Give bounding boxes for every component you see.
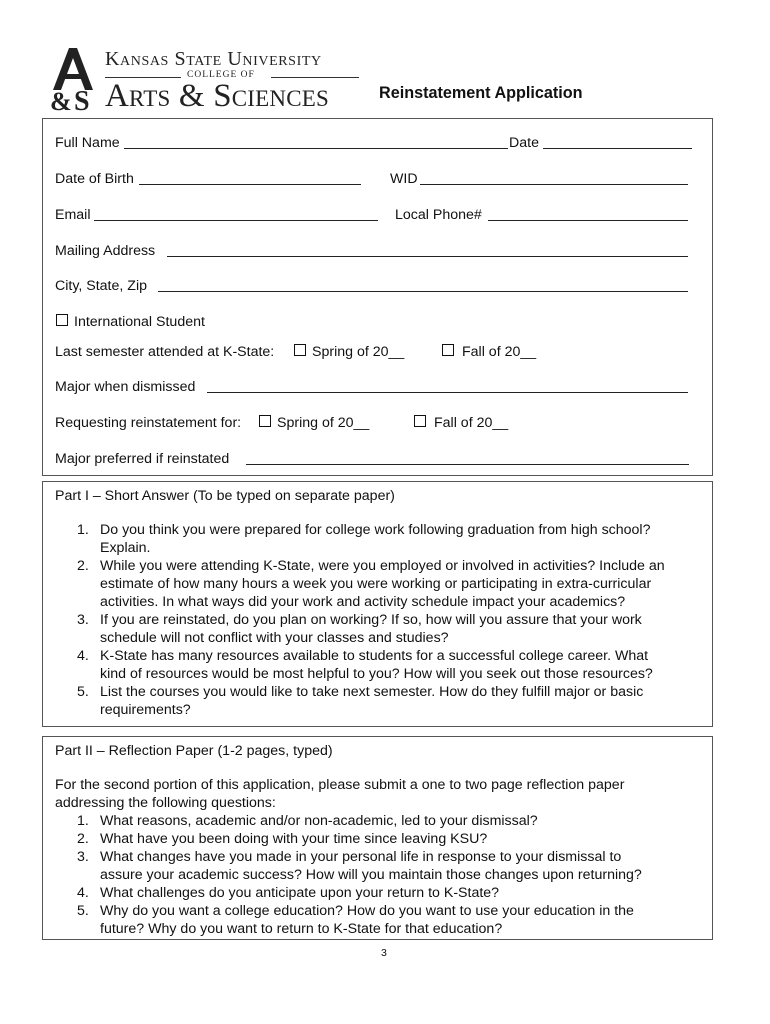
date-of-birth-field[interactable] — [139, 183, 361, 185]
college-logo — [47, 46, 365, 112]
question-text: While you were attending K-State, were you employed or involved in activities? Include an — [100, 558, 665, 574]
part2-question-2 — [55, 830, 705, 848]
part2-intro-line2: addressing the following questions: — [55, 795, 276, 811]
wid-field[interactable] — [420, 183, 688, 185]
email-label: Email — [55, 207, 91, 223]
last-spring-label: Spring of 20__ — [312, 344, 405, 360]
svg-text:&: & — [50, 87, 72, 112]
major-dismissed-field[interactable] — [207, 391, 688, 393]
full-name-label: Full Name — [55, 135, 120, 151]
question-number: 5. — [77, 684, 89, 700]
mailing-address-field[interactable] — [167, 255, 688, 257]
date-of-birth-label: Date of Birth — [55, 171, 134, 187]
part2-question-5 — [55, 902, 705, 938]
wid-label: WID — [390, 171, 418, 187]
part2-intro-line1: For the second portion of this application, please submit a one to two page reflection paper — [55, 777, 625, 793]
question-number: 3. — [77, 612, 89, 628]
question-text: What have you been doing with your time since leaving KSU? — [100, 831, 488, 847]
svg-text:S: S — [74, 86, 90, 112]
major-preferred-label: Major preferred if reinstated — [55, 451, 230, 467]
date-label: Date — [509, 135, 539, 151]
question-text: What changes have you made in your personal life in response to your dismissal to — [100, 849, 622, 865]
question-number: 4. — [77, 885, 89, 901]
question-text: What challenges do you anticipate upon your return to K-State? — [100, 885, 500, 901]
part2-question-4 — [55, 884, 705, 902]
part1-questions — [55, 521, 705, 719]
part2-question-3 — [55, 848, 705, 884]
question-number: 5. — [77, 903, 89, 919]
question-number: 3. — [77, 849, 89, 865]
question-text: schedule will not conflict with your classes and studies? — [100, 630, 449, 646]
question-text: estimate of how many hours a week you were working or participating in extra-curricular — [100, 576, 652, 592]
full-name-field[interactable] — [124, 147, 508, 149]
major-preferred-field[interactable] — [246, 463, 689, 465]
part2-questions — [55, 812, 705, 938]
part1-heading: Part I – Short Answer (To be typed on separate paper) — [55, 488, 395, 504]
question-text: Do you think you were prepared for college work following graduation from high school? — [100, 522, 651, 538]
local-phone-label: Local Phone# — [395, 207, 482, 223]
question-number: 1. — [77, 522, 89, 538]
last-semester-label: Last semester attended at K-State: — [55, 344, 275, 360]
question-text: activities. In what ways did your work and activity schedule impact your academics? — [100, 594, 626, 610]
city-state-zip-label: City, State, Zip — [55, 278, 147, 294]
question-text: Why do you want a college education? How do you want to use your education in the — [100, 903, 634, 919]
mailing-address-label: Mailing Address — [55, 243, 156, 259]
college-name: Arts & Sciences — [105, 78, 329, 114]
question-text: assure your academic success? How will you maintain those changes upon returning? — [100, 867, 642, 883]
request-spring-label: Spring of 20__ — [277, 415, 370, 431]
request-fall-checkbox[interactable] — [414, 415, 426, 427]
email-field[interactable] — [94, 219, 378, 221]
question-text: kind of resources would be most helpful to you? How will you seek out those resources? — [100, 666, 653, 682]
city-state-zip-field[interactable] — [158, 290, 688, 292]
question-number: 4. — [77, 648, 89, 664]
part1-question-4 — [55, 647, 705, 683]
question-text: K-State has many resources available to students for a successful college career. What — [100, 648, 649, 664]
date-field[interactable] — [543, 147, 692, 149]
question-text: requirements? — [100, 702, 191, 718]
question-text: future? Why do you want to return to K-State for that education? — [100, 921, 503, 937]
request-spring-checkbox[interactable] — [259, 415, 271, 427]
last-spring-checkbox[interactable] — [294, 344, 306, 356]
question-text: List the courses you would like to take next semester. How do they fulfill major or basic — [100, 684, 644, 700]
part2-question-1 — [55, 812, 705, 830]
arts-sciences-logo-mark — [47, 46, 99, 112]
question-text: What reasons, academic and/or non-academic, led to your dismissal? — [100, 813, 538, 829]
college-of-label: COLLEGE OF — [187, 70, 255, 80]
part1-question-2 — [55, 557, 705, 611]
page-title: Reinstatement Application — [379, 84, 583, 102]
local-phone-field[interactable] — [488, 219, 688, 221]
page-number: 3 — [381, 947, 387, 959]
international-student-label: International Student — [74, 314, 205, 330]
part1-question-3 — [55, 611, 705, 647]
part1-question-1 — [55, 521, 705, 557]
question-number: 2. — [77, 558, 89, 574]
major-dismissed-label: Major when dismissed — [55, 379, 196, 395]
university-name: Kansas State University — [105, 48, 322, 70]
last-fall-label: Fall of 20__ — [462, 344, 537, 360]
requesting-label: Requesting reinstatement for: — [55, 415, 242, 431]
question-number: 2. — [77, 831, 89, 847]
part1-question-5 — [55, 683, 705, 719]
request-fall-label: Fall of 20__ — [434, 415, 509, 431]
international-student-checkbox[interactable] — [56, 314, 68, 326]
part2-heading: Part II – Reflection Paper (1-2 pages, typed) — [55, 743, 333, 759]
last-fall-checkbox[interactable] — [442, 344, 454, 356]
question-number: 1. — [77, 813, 89, 829]
question-text: Explain. — [100, 540, 151, 556]
question-text: If you are reinstated, do you plan on working? If so, how will you assure that your work — [100, 612, 642, 628]
